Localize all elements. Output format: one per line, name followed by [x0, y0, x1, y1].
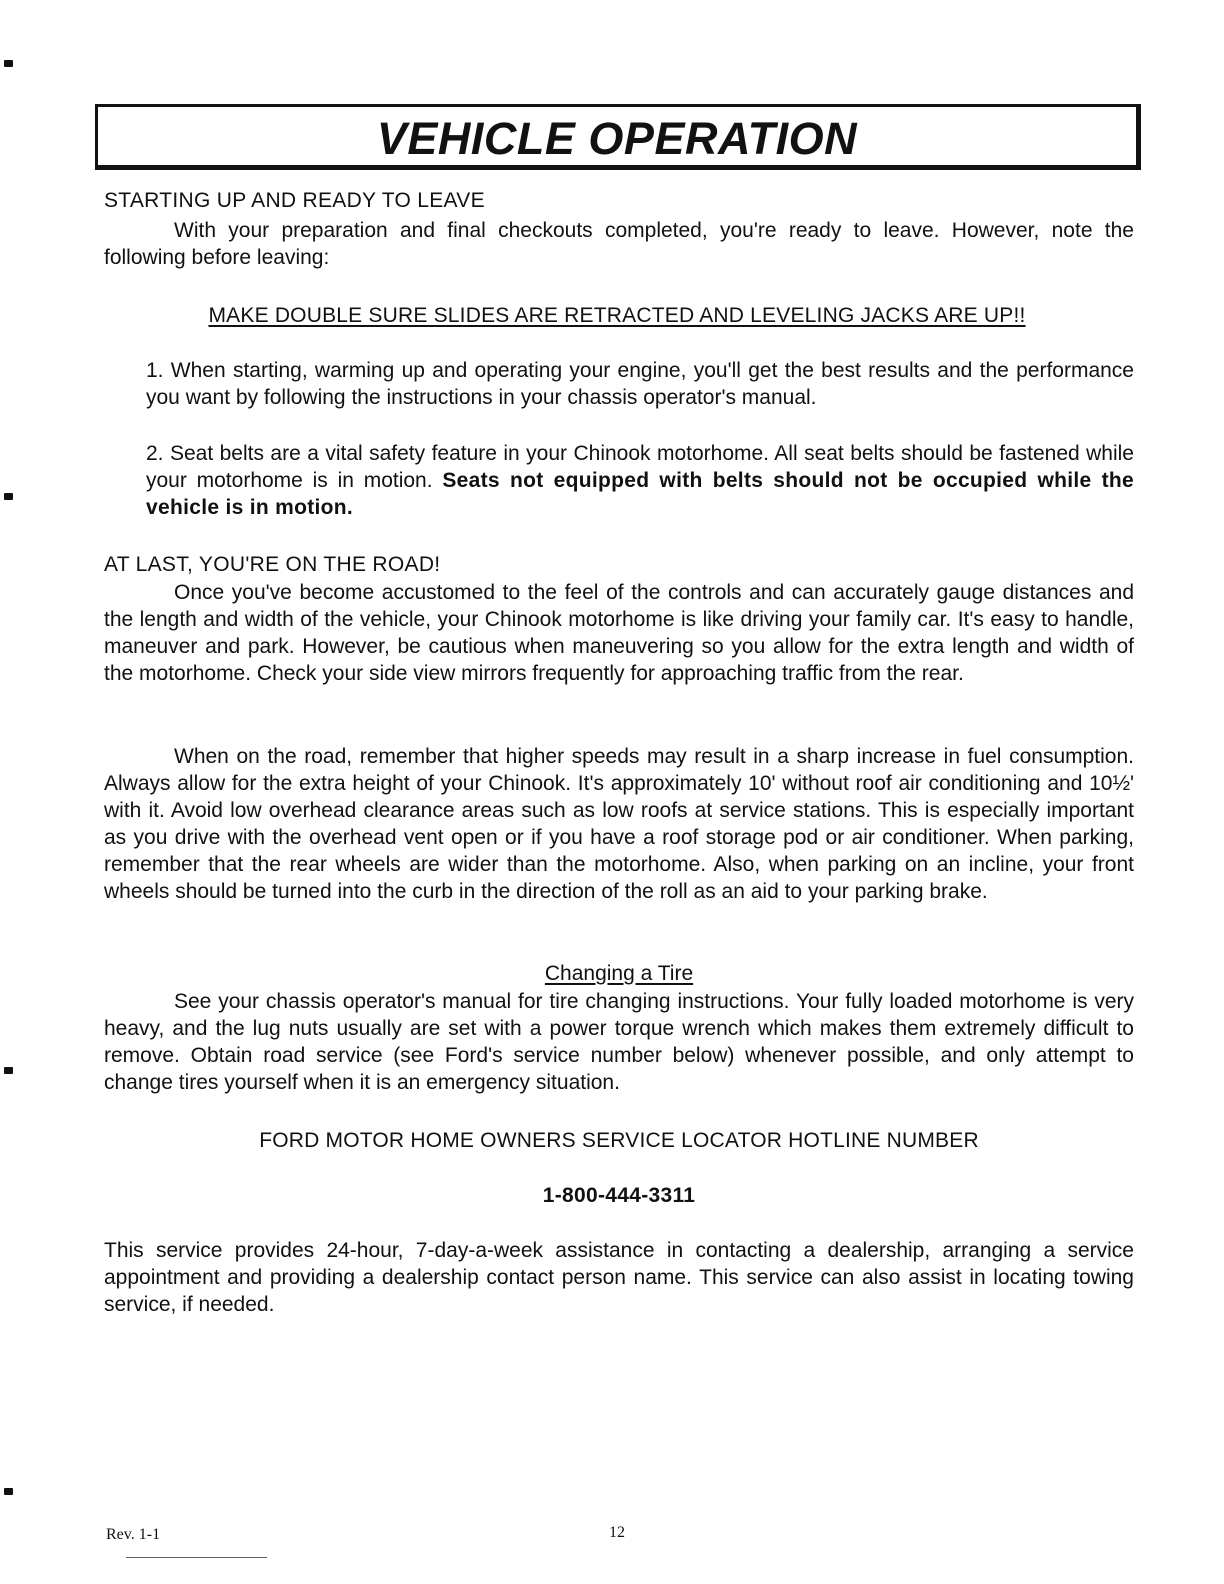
list-item-2-bold: Seats not equipped with belts should not be occupied while the vehicle is in motion. — [146, 469, 1134, 519]
hotline-number: 1-800-444-3311 — [542, 1184, 696, 1207]
section-intro: With your preparation and final checkouts completed, you're ready to leave. However, note the following before leaving: — [104, 219, 1134, 269]
footer-rule — [126, 1557, 267, 1558]
margin-mark — [4, 1488, 13, 1495]
tire-paragraph: See your chassis operator's manual for tire changing instructions. Your fully loaded motorhome is very heavy, and the lug nuts usually are set with a power torque wrench which makes them extremely difficult to remove. Obtain road service (see Ford's service number below) whenever possible, and only attempt to change tires yourself when it is an emergency situation. — [104, 990, 1134, 1094]
hotline-label: FORD MOTOR HOME OWNERS SERVICE LOCATOR HOTLINE NUMBER — [259, 1129, 979, 1152]
warning-text — [152, 302, 1082, 329]
list-item-2-text: 2. Seat belts are a vital safety feature in your Chinook motorhome. All seat belts should be fastened while your motorhome is in motion. — [146, 442, 1134, 492]
hotline-description: This service provides 24-hour, 7-day-a-week assistance in contacting a dealership, arranging a service appointment and providing a dealership contact person name. This service can also assist in locating towing service, if needed. — [104, 1239, 1134, 1316]
list-item-2 — [146, 440, 1134, 521]
margin-mark — [4, 493, 13, 500]
margin-mark — [4, 1067, 13, 1074]
page-number: 12 — [609, 1524, 625, 1541]
list-item-1: 1. When starting, warming up and operating your engine, you'll get the best results and the performance you want by following the instructions in your chassis operator's manual. — [146, 359, 1134, 409]
margin-mark — [4, 60, 13, 67]
title-box — [95, 104, 1141, 170]
warning-underline: MAKE DOUBLE SURE SLIDES ARE RETRACTED AND LEVELING JACKS ARE UP!! — [208, 304, 1026, 327]
section-heading-starting-up: STARTING UP AND READY TO LEAVE — [104, 189, 485, 212]
section-heading-on-the-road: AT LAST, YOU'RE ON THE ROAD! — [104, 553, 441, 576]
road-paragraph-2: When on the road, remember that higher speeds may result in a sharp increase in fuel consumption. Always allow for the extra height of your Chinook. It's approximately 10' without roof air conditioning and 10½' with it. Avoid low overhead clearance areas such as low roofs at service stations. This is especially important as you drive with the overhead vent open or if you have a roof storage pod or air conditioner. When parking, remember that the rear wheels are wider than the motorhome. Also, when parking on an incline, your front wheels should be turned into the curb in the direction of the roll as an aid to your parking brake. — [104, 745, 1134, 903]
page-title: VEHICLE OPERATION — [376, 113, 858, 164]
road-paragraph-1: Once you've become accustomed to the feel of the controls and can accurately gauge distances and the length and width of the vehicle, your Chinook motorhome is like driving your family car. It's easy to handle, maneuver and park. However, be cautious when maneuvering so you allow for the extra length and width of the motorhome. Check your side view mirrors frequently for approaching traffic from the rear. — [104, 581, 1134, 685]
revision-label: Rev. 1-1 — [106, 1526, 161, 1543]
subheading-changing-tire — [104, 960, 1134, 987]
changing-tire-title: Changing a Tire — [544, 962, 694, 985]
